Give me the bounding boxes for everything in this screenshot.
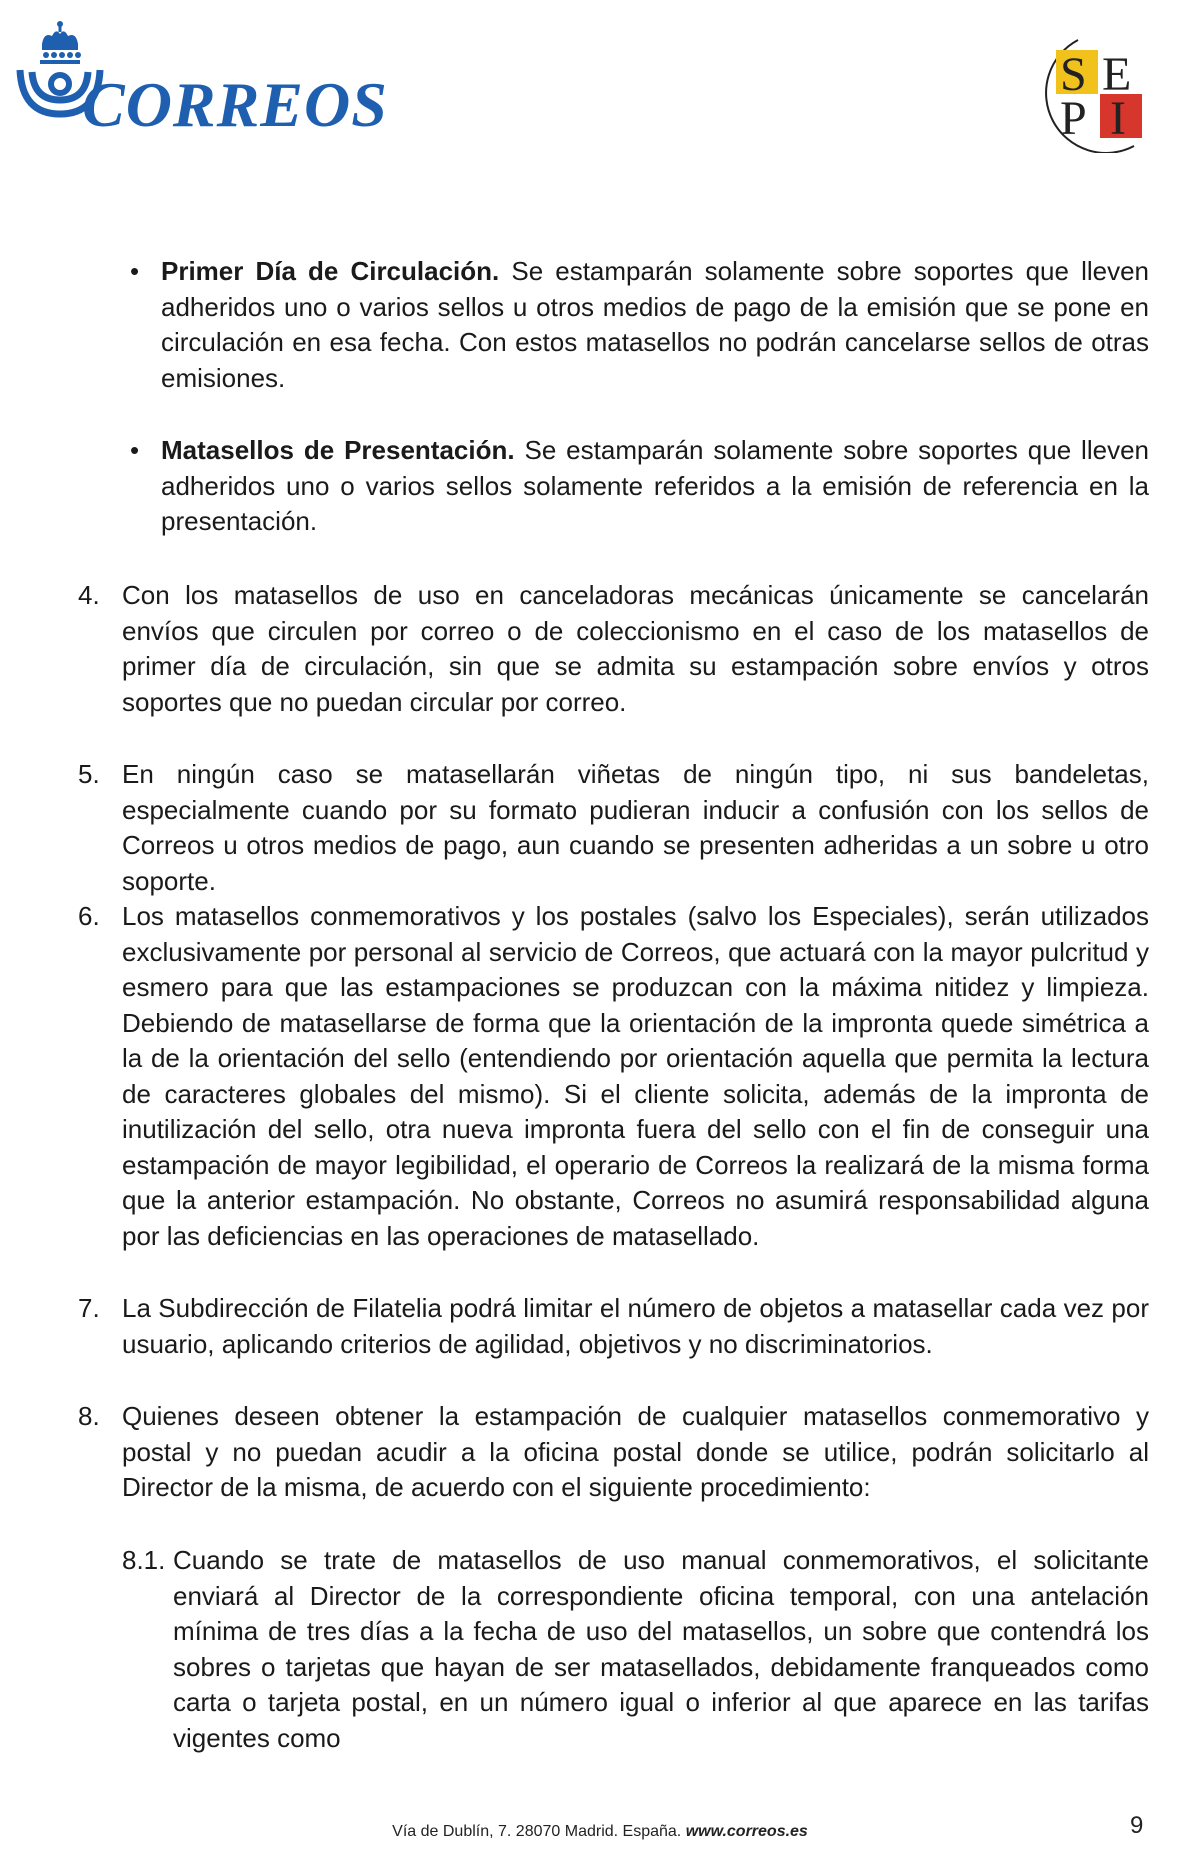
item-number: 7. — [78, 1293, 100, 1323]
footer-website-link[interactable]: www.correos.es — [685, 1823, 808, 1840]
bullet-paragraph — [161, 254, 1149, 396]
bullet-title: Primer Día de Circulación. — [161, 256, 500, 286]
correos-logo — [8, 14, 408, 154]
svg-text:S: S — [1060, 48, 1087, 101]
subitem-paragraph: Cuando se trate de matasellos de uso manual conmemorativos, el solicitante enviará al Director de la correspondiente oficina temporal, con una antelación mínima de tres días a la fecha de uso del matasellos, un sobre que contendrá los sobres o tarjetas que hayan de ser matasellados, debidamente franqueados como carta o tarjeta postal, en un número igual o inferior al que aparece en las tarifas vigentes como — [173, 1545, 1149, 1753]
bullet-text: Se estamparán solamente sobre soportes que lleven adheridos uno o varios sellos u otros medios de pago de la emisión que se pone en circulación en esa fecha. Con estos matasellos no podrán cancelarse sellos de otras emisiones. — [161, 256, 1150, 393]
bullet-text: Se estamparán solamente sobre soportes que lleven adheridos uno o varios sellos solamente referidos a la emisión de referencia en la presentación. — [161, 435, 1149, 536]
sepi-logo — [1038, 28, 1163, 153]
item-number: 8. — [78, 1401, 100, 1431]
bullet-dot: • — [130, 256, 140, 286]
item-paragraph: La Subdirección de Filatelia podrá limitar el número de objetos a matasellar cada vez por usuario, aplicando criterios de agilidad, objetivos y no discriminatorios. — [122, 1293, 1149, 1359]
svg-text:E: E — [1102, 48, 1132, 101]
item-paragraph: Quienes deseen obtener la estampación de cualquier matasellos conmemorativo y postal y no puedan acudir a la oficina postal donde se utilice, podrán solicitarlo al Director de la misma, de acuerdo con el siguiente procedimiento: — [122, 1401, 1149, 1502]
correos-logo-graphic — [8, 14, 408, 154]
subitem-number: 8.1. — [122, 1545, 166, 1575]
bullet-paragraph — [161, 433, 1149, 540]
svg-text:P: P — [1060, 92, 1087, 145]
bullet-title: Matasellos de Presentación. — [161, 435, 515, 465]
item-number: 5. — [78, 759, 100, 789]
item-paragraph: En ningún caso se matasellarán viñetas de ningún tipo, ni sus bandeletas, especialmente cuando por su formato pudieran inducir a confusión con los sellos de Correos u otros medios de pago, aun cuando se presenten adheridas a un sobre u otro soporte. — [122, 759, 1149, 896]
item-paragraph: Con los matasellos de uso en canceladoras mecánicas únicamente se cancelarán envíos que circulen por correo o de coleccionismo en el caso de los matasellos de primer día de circulación, sin que se admita su estampación sobre envíos y otros soportes que no puedan circular por correo. — [122, 580, 1149, 717]
page-number: 9 — [1130, 1812, 1144, 1839]
item-number: 4. — [78, 580, 100, 610]
item-paragraph: Los matasellos conmemorativos y los postales (salvo los Especiales), serán utilizados exclusivamente por personal al servicio de Correos, que actuará con la mayor pulcritud y esmero para que las estampaciones se produzcan con la máxima nitidez y limpieza. Debiendo de matasellarse de forma que la orientación de la impronta quede simétrica a la de la orientación del sello (entendiendo por orientación aquella que permita la lectura de caracteres globales del mismo). Si el cliente solicita, además de la impronta de inutilización del sello, otra nueva impronta fuera del sello con el fin de conseguir una estampación de mayor legibilidad, el operario de Correos la realizará de la misma forma que la anterior estampación. No obstante, Correos no asumirá responsabilidad alguna por las deficiencias en las operaciones de matasellado. — [122, 901, 1149, 1251]
item-number: 6. — [78, 901, 100, 931]
correos-wordmark: CORREOS — [82, 69, 388, 140]
bullet-dot: • — [130, 435, 140, 465]
sepi-logo-graphic — [1038, 28, 1163, 153]
svg-text:I: I — [1110, 92, 1126, 145]
footer-address: Vía de Dublín, 7. 28070 Madrid. España. — [392, 1823, 686, 1840]
page-footer — [0, 1823, 1200, 1841]
